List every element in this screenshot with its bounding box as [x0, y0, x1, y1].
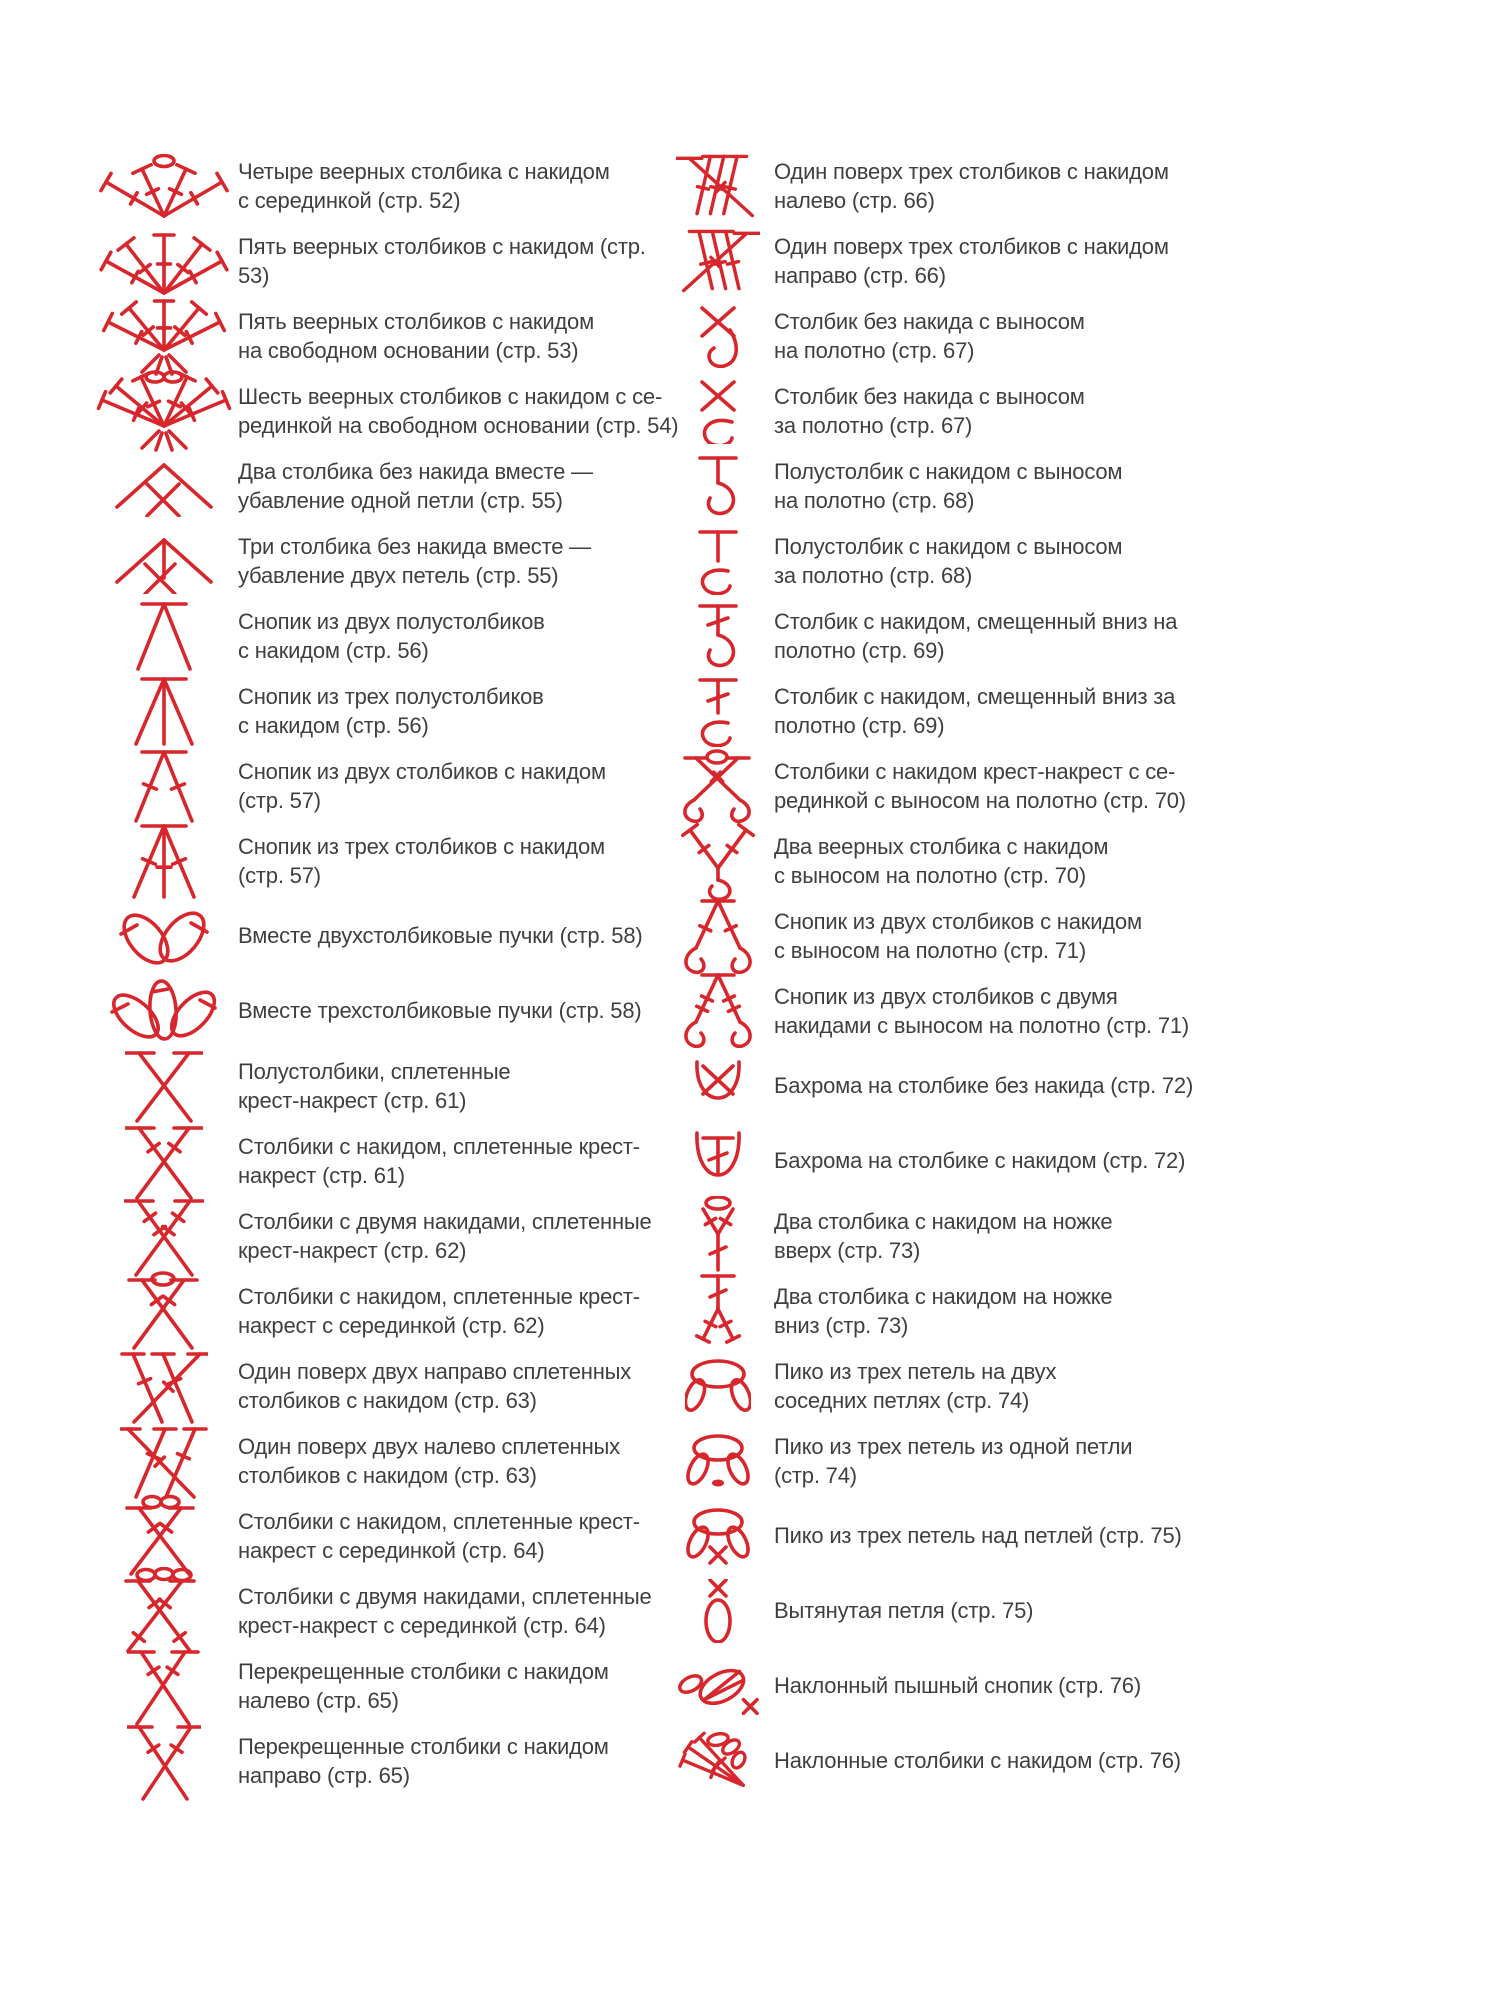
- hdc-front-post-icon: [676, 453, 760, 519]
- legend-label: [238, 1657, 676, 1715]
- legend-row: [90, 598, 676, 673]
- legend-label-line: полотно (стр. 69): [774, 637, 945, 663]
- legend-label: [760, 682, 1334, 740]
- legend-label: [238, 757, 676, 815]
- legend-label-line: Бахрома на столбике без накида (стр. 72): [774, 1073, 1194, 1098]
- legend-label-line: Столбики с двумя накидами, сплетенные: [238, 1583, 652, 1609]
- legend-label: [760, 907, 1334, 965]
- legend-label-line: с выносом на полотно (стр. 71): [774, 937, 1086, 963]
- legend-row: [90, 1048, 676, 1123]
- two-dc-stem-up-icon: [676, 1196, 760, 1276]
- legend-label: [760, 232, 1334, 290]
- cluster-3-hdc-icon: [90, 674, 238, 748]
- legend-label-line: Перекрещенные столбики с накидом: [238, 1733, 609, 1759]
- legend-label-line: Полустолбик с накидом с выносом: [774, 533, 1123, 559]
- legend-row: [676, 223, 1420, 298]
- legend-label-line: Столбики с накидом, сплетенные крест-: [238, 1133, 640, 1159]
- legend-label-line: Полустолбики, сплетенные: [238, 1058, 511, 1084]
- legend-row: [90, 1423, 676, 1498]
- legend-row: [676, 1423, 1420, 1498]
- legend-label-line: Два столбика с накидом на ножке: [774, 1283, 1113, 1309]
- legend-label-line: на полотно (стр. 67): [774, 337, 975, 363]
- fan-6-dc-center-free-base-icon: [90, 370, 238, 452]
- legend-label-line: Два веерных столбика с накидом: [774, 833, 1109, 859]
- extended-loop-icon: [676, 1579, 760, 1643]
- crossed-tr-center-picot-icon: [90, 1567, 238, 1655]
- legend-label: [760, 1671, 1334, 1700]
- legend-row: [676, 1573, 1420, 1648]
- legend-label-line: за полотно (стр. 67): [774, 412, 973, 438]
- crossed-dc-icon: [90, 1120, 238, 1202]
- legend-label: [760, 1282, 1334, 1340]
- picot-over-stitch-icon: [676, 1507, 760, 1565]
- crossed-dc-left-icon: [90, 1644, 238, 1728]
- legend-row: [90, 1723, 676, 1798]
- legend-row: [90, 1573, 676, 1648]
- legend-label-line: Столбик без накида с выносом: [774, 383, 1085, 409]
- legend-label-line: Три столбика без накида вместе —: [238, 533, 591, 559]
- legend-label: [238, 607, 676, 665]
- legend-label-line: Полустолбик с накидом с выносом: [774, 458, 1123, 484]
- fan-5-dc-free-base-icon: [90, 296, 238, 376]
- legend-row: [676, 1273, 1420, 1348]
- legend-label: [760, 1146, 1334, 1175]
- fringe-dc-icon: [676, 1129, 760, 1193]
- legend-label-line: Пять веерных столбиков с накидом (стр.: [238, 233, 646, 259]
- legend-label-line: с накидом (стр. 56): [238, 637, 429, 663]
- legend-row: [90, 1348, 676, 1423]
- two-dc-stem-down-icon: [676, 1271, 760, 1351]
- crossed-hdc-icon: [90, 1047, 238, 1125]
- legend-label-line: убавление одной петли (стр. 55): [238, 487, 563, 513]
- legend-label-line: столбиков с накидом (стр. 63): [238, 1387, 537, 1413]
- legend-label-line: рединкой на свободном основании (стр. 54): [238, 412, 679, 438]
- legend-label-line: Столбики с накидом, сплетенные крест-: [238, 1508, 640, 1534]
- legend-label-line: Столбики с накидом, сплетенные крест-: [238, 1283, 640, 1309]
- legend-row: [90, 448, 676, 523]
- one-over-two-left-icon: [90, 1421, 238, 1501]
- legend-label: [760, 457, 1334, 515]
- legend-row: [676, 1498, 1420, 1573]
- legend-label-line: 53): [238, 262, 270, 288]
- crossed-dc-right-icon: [90, 1719, 238, 1803]
- legend-label: [238, 382, 679, 440]
- legend-label-line: Снопик из трех столбиков с накидом: [238, 833, 605, 859]
- legend-label-line: полотно (стр. 69): [774, 712, 945, 738]
- legend-label: [238, 682, 676, 740]
- legend-label: [760, 1207, 1334, 1265]
- dc-front-post-icon: [676, 601, 760, 671]
- legend-label-line: (стр. 74): [774, 1462, 857, 1488]
- legend-label: [238, 1357, 676, 1415]
- legend-label-line: Столбик без накида с выносом: [774, 308, 1085, 334]
- one-over-three-left-icon: [676, 149, 760, 223]
- legend-label-line: Наклонные столбики с накидом (стр. 76): [774, 1748, 1181, 1773]
- legend-label-line: соседних петлях (стр. 74): [774, 1387, 1030, 1413]
- legend-label-line: накидами с выносом на полотно (стр. 71): [774, 1012, 1190, 1038]
- legend-label-line: Один поверх трех столбиков с накидом: [774, 158, 1169, 184]
- legend-row: [90, 523, 676, 598]
- legend-label: [760, 1596, 1334, 1625]
- legend-label-line: Вместе двухстолбиковые пучки (стр. 58): [238, 923, 643, 948]
- legend-row: [676, 1648, 1420, 1723]
- inclined-puff-icon: [676, 1657, 760, 1715]
- legend-row: [90, 973, 676, 1048]
- legend-label: [760, 607, 1334, 665]
- one-over-two-right-icon: [90, 1346, 238, 1426]
- one-over-three-right-icon: [676, 224, 760, 298]
- legend-label-line: Пико из трех петель на двух: [774, 1358, 1057, 1384]
- legend-row: [90, 1273, 676, 1348]
- legend-label: [238, 457, 676, 515]
- puff-2-together-icon: [90, 903, 238, 969]
- legend-label-line: направо (стр. 65): [238, 1762, 410, 1788]
- legend-label-line: Два столбика с накидом на ножке: [774, 1208, 1113, 1234]
- legend-label-line: накрест с серединкой (стр. 62): [238, 1312, 545, 1338]
- legend-row: [90, 898, 676, 973]
- legend-label: [238, 1057, 676, 1115]
- legend-row: [676, 748, 1420, 823]
- cluster-2-hdc-icon: [90, 599, 238, 673]
- legend-label: [238, 1507, 676, 1565]
- legend-label-line: накрест с серединкой (стр. 64): [238, 1537, 545, 1563]
- legend-row: [90, 223, 676, 298]
- legend-row: [90, 823, 676, 898]
- legend-row: [676, 1048, 1420, 1123]
- legend-row: [90, 1123, 676, 1198]
- legend-label: [238, 921, 676, 950]
- legend-label: [238, 832, 676, 890]
- legend-label-line: рединкой с выносом на полотно (стр. 70): [774, 787, 1186, 813]
- legend-label: [760, 757, 1334, 815]
- legend-label-line: на полотно (стр. 68): [774, 487, 975, 513]
- legend-label-line: Шесть веерных столбиков с накидом с се-: [238, 383, 663, 409]
- legend-label-line: Пико из трех петель над петлей (стр. 75): [774, 1523, 1182, 1548]
- legend-label: [760, 832, 1334, 890]
- legend-row: [90, 748, 676, 823]
- legend-row: [676, 373, 1420, 448]
- sc-front-post-icon: [676, 304, 760, 368]
- legend-label-line: Столбики с двумя накидами, сплетенные: [238, 1208, 652, 1234]
- legend-label: [238, 532, 676, 590]
- legend-label: [760, 1521, 1334, 1550]
- legend-label: [760, 382, 1334, 440]
- hdc-back-post-icon: [676, 527, 760, 595]
- legend-label: [238, 232, 676, 290]
- legend-row: [676, 448, 1420, 523]
- legend-row: [676, 673, 1420, 748]
- legend-label-line: Перекрещенные столбики с накидом: [238, 1658, 609, 1684]
- cluster-2-dc-post-icon: [676, 896, 760, 976]
- legend-row: [90, 373, 679, 448]
- legend-label: [238, 1207, 676, 1265]
- legend-label: [238, 1132, 676, 1190]
- legend-row: [90, 1498, 676, 1573]
- legend-label-line: направо (стр. 66): [774, 262, 946, 288]
- legend-label: [760, 1432, 1334, 1490]
- legend-label: [760, 1357, 1334, 1415]
- legend-label-line: Вытянутая петля (стр. 75): [774, 1598, 1034, 1623]
- legend-label-line: Столбик с накидом, смещенный вниз за: [774, 683, 1176, 709]
- legend-column-right: [676, 148, 1420, 1798]
- legend-label-line: убавление двух петель (стр. 55): [238, 562, 559, 588]
- legend-label-line: Снопик из трех полустолбиков: [238, 683, 544, 709]
- legend-label: [238, 1582, 676, 1640]
- legend-label-line: Снопик из двух полустолбиков: [238, 608, 545, 634]
- legend-row: [676, 1723, 1420, 1798]
- legend-row: [676, 148, 1420, 223]
- legend-label-line: Снопик из двух столбиков с накидом: [774, 908, 1142, 934]
- sc2tog-icon: [90, 455, 238, 517]
- legend-label-line: Один поверх трех столбиков с накидом: [774, 233, 1169, 259]
- legend-columns: [90, 148, 1420, 1798]
- legend-row: [676, 1348, 1420, 1423]
- legend-label-line: Пять веерных столбиков с накидом: [238, 308, 595, 334]
- legend-label-line: Два столбика без накида вместе —: [238, 458, 593, 484]
- legend-label: [238, 1282, 676, 1340]
- legend-label-line: Столбик с накидом, смещенный вниз на: [774, 608, 1178, 634]
- legend-row: [676, 898, 1420, 973]
- legend-label: [238, 1432, 676, 1490]
- legend-row: [90, 1648, 676, 1723]
- legend-label-line: на свободном основании (стр. 53): [238, 337, 579, 363]
- legend-label-line: Бахрома на столбике с накидом (стр. 72): [774, 1148, 1186, 1173]
- legend-row: [676, 298, 1420, 373]
- legend-label-line: (стр. 57): [238, 862, 321, 888]
- legend-label-line: с накидом (стр. 56): [238, 712, 429, 738]
- legend-row: [676, 598, 1420, 673]
- legend-row: [676, 1123, 1420, 1198]
- legend-label-line: Один поверх двух направо сплетенных: [238, 1358, 632, 1384]
- legend-label: [238, 157, 676, 215]
- crossed-dc-center-picot-icon: [90, 1494, 238, 1578]
- legend-label-line: Снопик из двух столбиков с накидом: [238, 758, 606, 784]
- legend-label-line: Четыре веерных столбика с накидом: [238, 158, 610, 184]
- legend-label: [760, 307, 1334, 365]
- legend-label: [760, 982, 1334, 1040]
- legend-row: [676, 823, 1420, 898]
- legend-label-line: столбиков с накидом (стр. 63): [238, 1462, 537, 1488]
- cluster-2-dc-icon: [90, 747, 238, 825]
- crossed-dc-center-icon: [90, 1270, 238, 1352]
- puff-3-together-icon: [90, 976, 238, 1046]
- legend-label-line: Столбики с накидом крест-накрест с се-: [774, 758, 1176, 784]
- legend-label: [760, 1746, 1334, 1775]
- dc-back-post-icon: [676, 675, 760, 747]
- picot-two-stitches-icon: [676, 1358, 760, 1414]
- inclined-dc-group-icon: [676, 1729, 760, 1793]
- legend-label-line: крест-накрест (стр. 62): [238, 1237, 467, 1263]
- cluster-3-dc-icon: [90, 821, 238, 901]
- legend-label: [238, 307, 676, 365]
- legend-label-line: вниз (стр. 73): [774, 1312, 909, 1338]
- cluster-2-tr-post-icon: [676, 970, 760, 1052]
- legend-row: [676, 973, 1420, 1048]
- legend-row: [90, 148, 676, 223]
- fan-2-dc-post-icon: [676, 822, 760, 900]
- legend-row: [90, 1198, 676, 1273]
- fan-5-dc-icon: [90, 227, 238, 295]
- legend-label-line: за полотно (стр. 68): [774, 562, 973, 588]
- crossed-tr-icon: [90, 1193, 238, 1279]
- legend-label-line: Вместе трехстолбиковые пучки (стр. 58): [238, 998, 642, 1023]
- legend-label-line: налево (стр. 66): [774, 187, 935, 213]
- legend-row: [676, 1198, 1420, 1273]
- fringe-sc-icon: [676, 1058, 760, 1114]
- legend-label-line: Снопик из двух столбиков с двумя: [774, 983, 1118, 1009]
- legend-label-line: с серединкой (стр. 52): [238, 187, 461, 213]
- legend-label-line: Один поверх двух налево сплетенных: [238, 1433, 620, 1459]
- legend-label-line: (стр. 57): [238, 787, 321, 813]
- legend-label-line: Пико из трех петель из одной петли: [774, 1433, 1133, 1459]
- legend-row: [90, 673, 676, 748]
- legend-label: [238, 996, 676, 1025]
- legend-label-line: накрест (стр. 61): [238, 1162, 405, 1188]
- sc-back-post-icon: [676, 378, 760, 444]
- legend-label-line: налево (стр. 65): [238, 1687, 399, 1713]
- legend-row: [90, 298, 676, 373]
- legend-label: [238, 1732, 676, 1790]
- legend-label-line: крест-накрест с серединкой (стр. 64): [238, 1612, 606, 1638]
- fan-4-dc-with-center-icon: [90, 154, 238, 218]
- crossed-dc-center-post-icon: [676, 748, 760, 824]
- sc3tog-icon: [90, 528, 238, 594]
- legend-label-line: Наклонный пышный снопик (стр. 76): [774, 1673, 1141, 1698]
- legend-label: [760, 1071, 1334, 1100]
- picot-one-stitch-icon: [676, 1432, 760, 1490]
- legend-row: [676, 523, 1420, 598]
- legend-label: [760, 157, 1334, 215]
- legend-label-line: вверх (стр. 73): [774, 1237, 921, 1263]
- legend-column-left: [90, 148, 679, 1798]
- legend-label: [760, 532, 1334, 590]
- legend-label-line: с выносом на полотно (стр. 70): [774, 862, 1086, 888]
- legend-label-line: крест-накрест (стр. 61): [238, 1087, 467, 1113]
